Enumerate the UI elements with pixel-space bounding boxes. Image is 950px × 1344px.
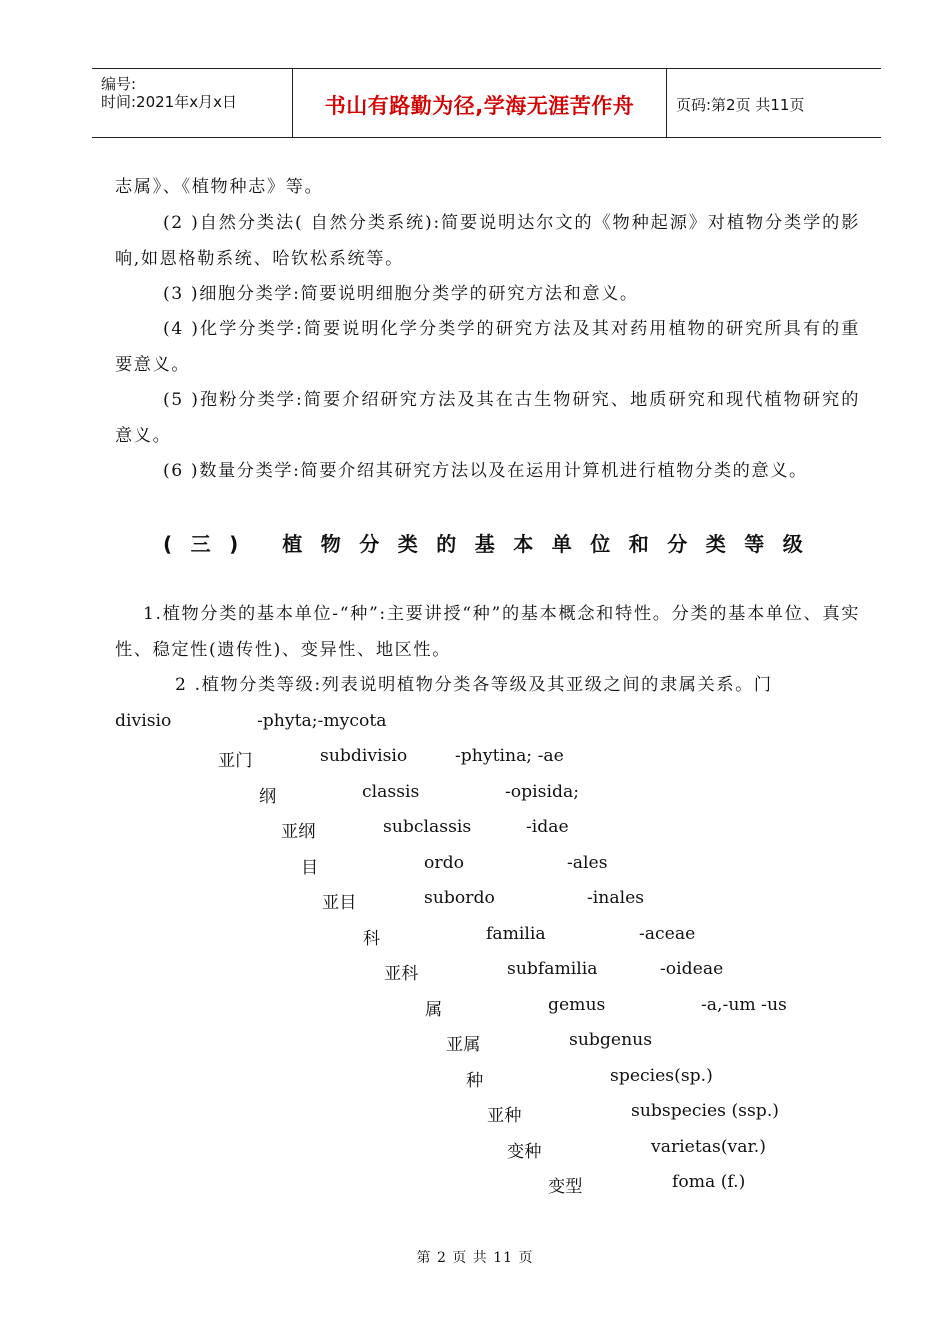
rank-chinese: 纲 bbox=[259, 787, 277, 807]
rank-suffix: -ales bbox=[567, 853, 608, 873]
rank-latin: varietas(var.) bbox=[651, 1137, 766, 1157]
rank-chinese: 亚科 bbox=[384, 964, 419, 984]
rank-latin: subspecies (ssp.) bbox=[631, 1101, 779, 1121]
rank-suffix: -phyta;-mycota bbox=[257, 711, 387, 731]
rank-suffix: -inales bbox=[587, 888, 645, 908]
rank-latin: subdivisio bbox=[320, 746, 408, 766]
header-left-cell bbox=[92, 69, 292, 137]
page-number-label: 页码:第2页 共11页 bbox=[676, 96, 805, 114]
time-label: 时间:2021年x月x日 bbox=[101, 93, 237, 111]
rank-suffix: -aceae bbox=[639, 924, 696, 944]
rank-chinese: 亚纲 bbox=[281, 822, 316, 842]
page-footer: 第 2 页 共 11 页 bbox=[416, 1250, 534, 1266]
rank-latin: subfamilia bbox=[507, 959, 598, 979]
rank-chinese: 亚门 bbox=[218, 751, 253, 771]
rank-latin: subgenus bbox=[569, 1030, 653, 1050]
rank-suffix: -idae bbox=[526, 817, 569, 837]
page-header bbox=[92, 68, 881, 138]
rank-latin: subordo bbox=[424, 888, 495, 908]
rank-suffix: -opisida; bbox=[505, 782, 580, 802]
rank-chinese: 种 bbox=[466, 1071, 484, 1091]
rank-chinese: 亚种 bbox=[487, 1106, 522, 1126]
rank-suffix: -oideae bbox=[660, 959, 724, 979]
rank-chinese: 属 bbox=[425, 1000, 443, 1020]
paragraph-numerical-taxonomy: (6 )数量分类学:简要介绍其研究方法以及在运用计算机进行植物分类的意义。 bbox=[163, 461, 808, 481]
rank-latin: ordo bbox=[424, 853, 464, 873]
rank-latin: divisio bbox=[115, 711, 172, 731]
header-motto: 书山有路勤为径,学海无涯苦作舟 bbox=[324, 94, 635, 118]
paragraph-pollen-taxonomy: (5 )孢粉分类学:简要介绍研究方法及其在古生物研究、地质研究和现代植物研究的意义。 bbox=[115, 390, 860, 446]
paragraph-chemical-taxonomy: (4 )化学分类学:简要说明化学分类学的研究方法及其对药用植物的研究所具有的重要意义。 bbox=[115, 319, 860, 375]
rank-chinese: 亚属 bbox=[446, 1035, 481, 1055]
section-heading: (三) 植物分类的基本单位和分类等级 bbox=[163, 532, 822, 556]
paragraph-basic-unit: 1.植物分类的基本单位-“种”:主要讲授“种”的基本概念和特性。分类的基本单位、真实性、稳定性(遗传性)、变异性、地区性。 bbox=[115, 604, 860, 660]
number-label: 编号: bbox=[101, 75, 137, 93]
rank-latin: subclassis bbox=[383, 817, 472, 837]
rank-chinese: 变型 bbox=[548, 1177, 583, 1197]
rank-latin: familia bbox=[486, 924, 546, 944]
paragraph-continuation: 志属》、《植物种志》等。 bbox=[115, 177, 324, 197]
rank-latin: species(sp.) bbox=[610, 1066, 713, 1086]
paragraph-cell-taxonomy: (3 )细胞分类学:简要说明细胞分类学的研究方法和意义。 bbox=[163, 284, 639, 304]
header-right-cell bbox=[666, 69, 881, 137]
rank-latin: classis bbox=[362, 782, 420, 802]
paragraph-natural-classification: (2 )自然分类法( 自然分类系统):简要说明达尔文的《物种起源》对植物分类学的影响,如恩格勒系统、哈钦松系统等。 bbox=[115, 213, 860, 269]
rank-chinese: 变种 bbox=[507, 1142, 542, 1162]
header-middle-cell bbox=[292, 69, 667, 137]
rank-latin: gemus bbox=[548, 995, 606, 1015]
rank-chinese: 亚目 bbox=[322, 893, 357, 913]
rank-suffix: -a,-um -us bbox=[701, 995, 787, 1015]
rank-suffix: -phytina; -ae bbox=[455, 746, 564, 766]
paragraph-classification-ranks: 2 .植物分类等级:列表说明植物分类各等级及其亚级之间的隶属关系。门 bbox=[175, 675, 773, 695]
rank-chinese: 科 bbox=[363, 929, 381, 949]
rank-latin: foma (f.) bbox=[672, 1172, 746, 1192]
rank-chinese: 目 bbox=[301, 858, 319, 878]
